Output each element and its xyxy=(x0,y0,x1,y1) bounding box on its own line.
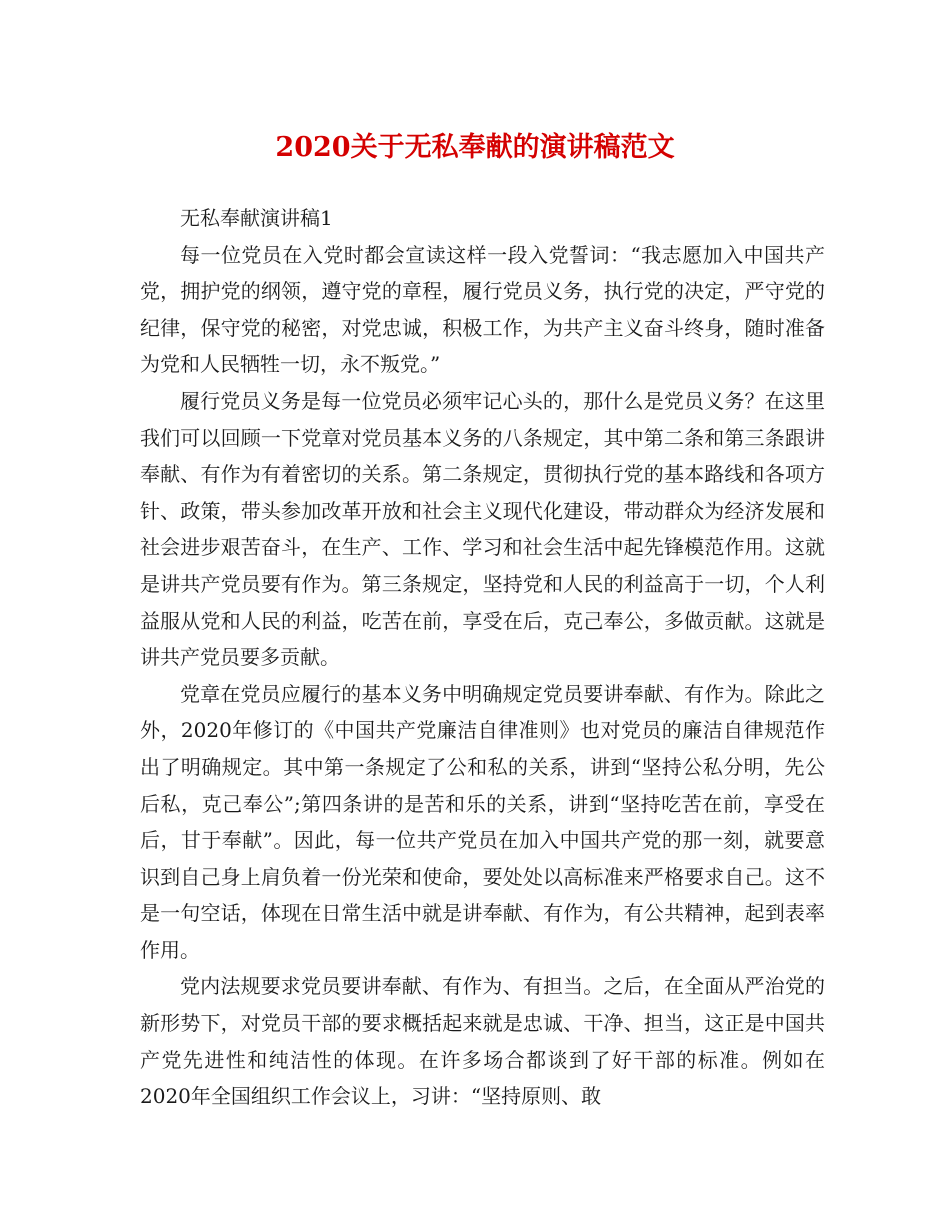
paragraph-4: 党内法规要求党员要讲奉献、有作为、有担当。之后，在全面从严治党的新形势下，对党员干部的要求概括起来就是忠诚、干净、担当，这正是中国共产党先进性和纯洁性的体现。在许多场合都谈到了好干部的标准。例如在2020年全国组织工作会议上，习讲：“坚持原则、敢 xyxy=(140,974,825,1109)
paragraph-2: 履行党员义务是每一位党员必须牢记心头的，那什么是党员义务？在这里我们可以回顾一下党章对党员基本义务的八条规定，其中第二条和第三条跟讲奉献、有作为有着密切的关系。第二条规定，贯彻执行党的基本路线和各项方针、政策，带头参加改革开放和社会主义现代化建设，带动群众为经济发展和社会进步艰苦奋斗，在生产、工作、学习和社会生活中起先锋模范作用。这就是讲共产党员要有作为。第三条规定，坚持党和人民的利益高于一切，个人利益服从党和人民的利益，吃苦在前，享受在后，克己奉公，多做贡献。这就是讲共产党员要多贡献。 xyxy=(140,388,825,670)
paragraph-3: 党章在党员应履行的基本义务中明确规定党员要讲奉献、有作为。除此之外，2020年修订的《中国共产党廉洁自律准则》也对党员的廉洁自律规范作出了明确规定。其中第一条规定了公和私的关系，讲到“坚持公私分明，先公后私，克己奉公”;第四条讲的是苦和乐的关系，讲到“坚持吃苦在前，享受在后，甘于奉献”。因此，每一位共产党员在加入中国共产党的那一刻，就要意识到自己身上肩负着一份光荣和使命，要处处以高标准来严格要求自己。这不是一句空话，体现在日常生活中就是讲奉献、有作为，有公共精神，起到表率作用。 xyxy=(140,681,825,962)
section-heading: 无私奉献演讲稿1 xyxy=(180,206,333,230)
paragraph-1: 每一位党员在入党时都会宣读这样一段入党誓词：“我志愿加入中国共产党，拥护党的纲领，遵守党的章程，履行党员义务，执行党的决定，严守党的纪律，保守党的秘密，对党忠诚，积极工作，为共产主义奋斗终身，随时准备为党和人民牺牲一切，永不叛党。” xyxy=(140,242,825,377)
document-title: 2020关于无私奉献的演讲稿范文 xyxy=(275,132,675,163)
document-body xyxy=(140,200,825,1115)
